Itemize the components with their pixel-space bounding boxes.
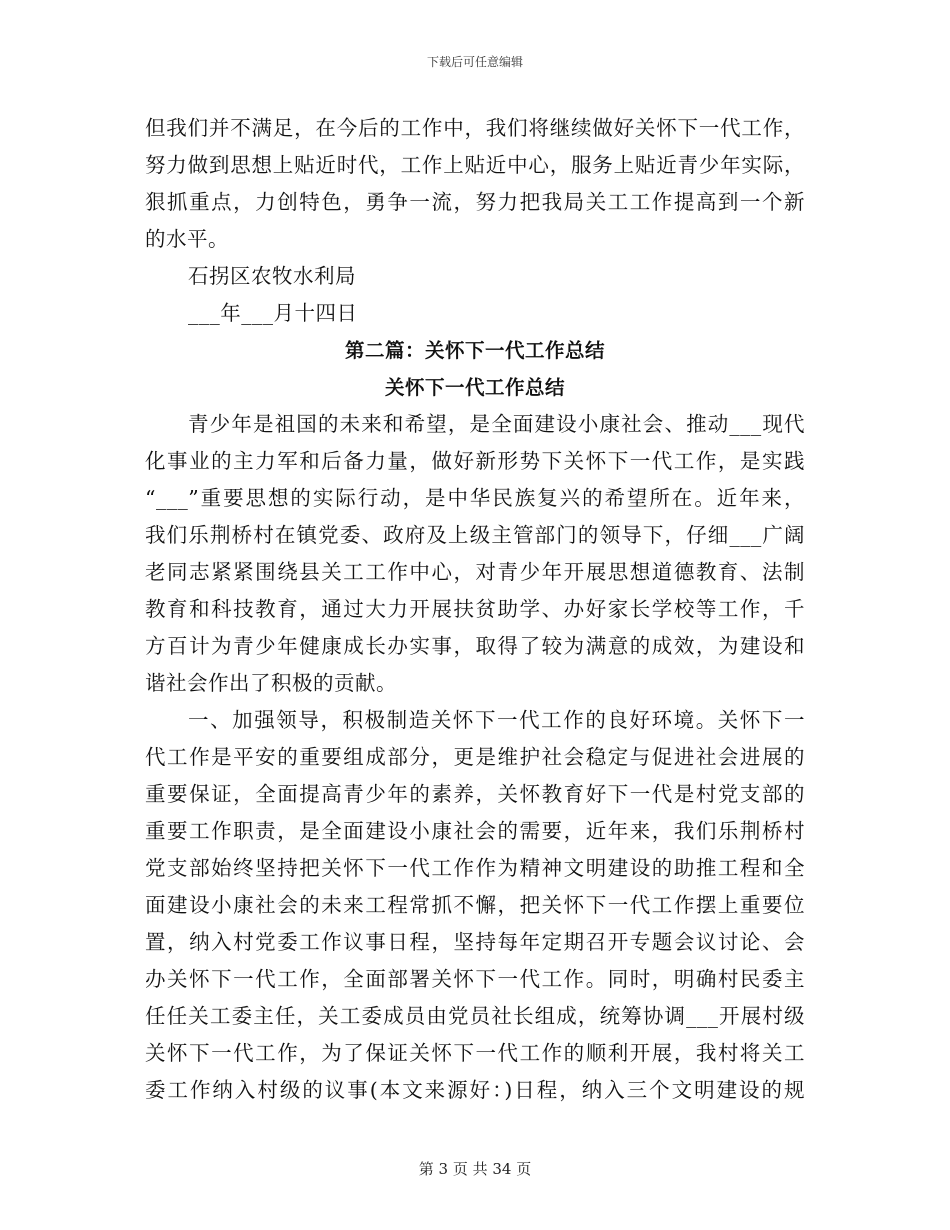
text-line: 努力做到思想上贴近时代，工作上贴近中心，服务上贴近青少年实际， <box>145 153 805 177</box>
text-line: 置，纳入村党委工作议事日程，坚持每年定期召开专题会议讨论、会 <box>145 930 805 954</box>
text-line: 的水平。 <box>145 227 229 251</box>
section-heading: 关怀下一代工作总结 <box>384 376 565 399</box>
text-line: 任任关工委主任，关工委成员由党员社长组成，统筹协调___开展村级 <box>145 1004 805 1028</box>
text-line: 我们乐荆桥村在镇党委、政府及上级主管部门的领导下，仔细___广阔 <box>145 523 805 547</box>
section-heading: 第二篇：关怀下一代工作总结 <box>344 339 605 362</box>
text-line: 面建设小康社会的未来工程常抓不懈，把关怀下一代工作摆上重要位 <box>145 893 805 917</box>
text-line: 重要保证，全面提高青少年的素养，关怀教育好下一代是村党支部的 <box>145 782 805 806</box>
text-line: 青少年是祖国的未来和希望，是全面建设小康社会、推动___现代 <box>188 412 805 436</box>
text-line: 委工作纳入村级的议事(本文来源好：)日程，纳入三个文明建设的规 <box>145 1078 805 1102</box>
page-header: 下载后可任意编辑 <box>426 55 523 69</box>
document-body <box>145 110 805 1109</box>
text-line: 石拐区农牧水利局 <box>188 264 356 288</box>
text-line: 但我们并不满足，在今后的工作中，我们将继续做好关怀下一代工作， <box>145 116 805 140</box>
text-line: 重要工作职责，是全面建设小康社会的需要，近年来，我们乐荆桥村 <box>145 819 805 843</box>
text-line: 党支部始终坚持把关怀下一代工作作为精神文明建设的助推工程和全 <box>145 856 805 880</box>
text-line: 办关怀下一代工作，全面部署关怀下一代工作。同时，明确村民委主 <box>145 967 805 991</box>
text-line: 老同志紧紧围绕县关工工作中心，对青少年开展思想道德教育、法制 <box>145 560 805 584</box>
text-line: ___年___月十四日 <box>188 301 358 325</box>
page-footer: 第 3 页 共 34 页 <box>418 1160 532 1178</box>
text-line: 关怀下一代工作，为了保证关怀下一代工作的顺利开展，我村将关工 <box>145 1041 805 1065</box>
text-line: 教育和科技教育，通过大力开展扶贫助学、办好家长学校等工作，千 <box>145 597 805 621</box>
text-line: 狠抓重点，力创特色，勇争一流，努力把我局关工工作提高到一个新 <box>145 190 805 214</box>
text-line: “___”重要思想的实际行动，是中华民族复兴的希望所在。近年来， <box>145 486 805 510</box>
text-line: 化事业的主力军和后备力量，做好新形势下关怀下一代工作，是实践 <box>145 449 805 473</box>
text-line: 谐社会作出了积极的贡献。 <box>145 671 397 695</box>
text-line: 一、加强领导，积极制造关怀下一代工作的良好环境。关怀下一 <box>188 708 805 732</box>
text-line: 代工作是平安的重要组成部分，更是维护社会稳定与促进社会进展的 <box>145 745 805 769</box>
text-line: 方百计为青少年健康成长办实事，取得了较为满意的成效，为建设和 <box>145 634 805 658</box>
